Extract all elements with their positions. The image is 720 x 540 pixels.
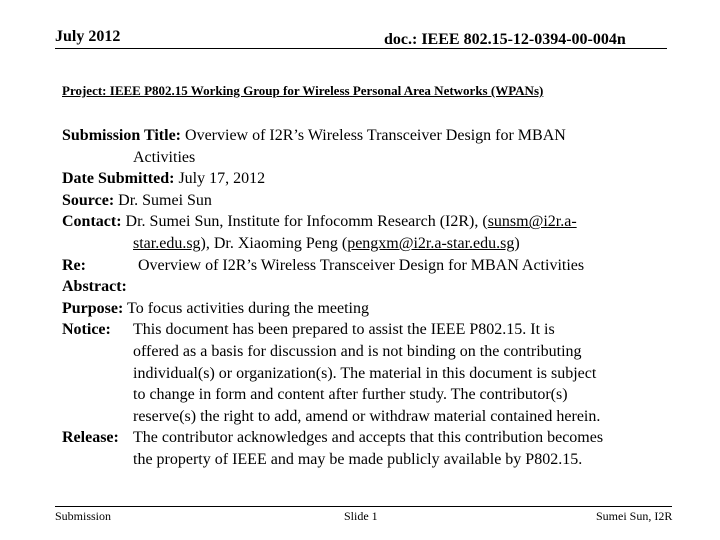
notice-line-3: individual(s) or organization(s). The material in this document is subject [133,364,597,382]
project-line: Project: IEEE P802.15 Working Group for Wireless Personal Area Networks (WPANs) [62,83,544,98]
contact-text-3: ) [514,234,520,252]
header-date: July 2012 [55,28,121,45]
purpose-label: Purpose: [62,299,124,317]
release-line-2: the property of IEEE and may be made publicly available by P802.15. [133,450,583,468]
contact-label: Contact: [62,213,122,231]
header-divider [55,48,667,49]
contact-email-link-1-cont[interactable]: star.edu.sg [133,234,201,252]
submission-title-value: Overview of I2R’s Wireless Transceiver Design for MBAN [185,127,566,144]
notice-line-1: This document has been prepared to assist the IEEE P802.15. It is [133,321,555,339]
purpose-value: To focus activities during the meeting [127,299,369,317]
submission-body [62,125,672,471]
header-doc-id: doc.: IEEE 802.15-12-0394-00-004n [384,31,626,48]
notice-label: Notice: [62,321,111,339]
submission-title-label: Submission Title: [62,127,182,144]
submission-title-row [62,125,672,147]
release-line-1: The contributor acknowledges and accepts that this contribution becomes [133,429,604,447]
contact-row-cont [62,233,672,255]
source-row [62,190,672,212]
release-row [62,427,672,449]
abstract-row [62,276,672,298]
notice-line-4: to change in form and content after further study. The contributor(s) [133,386,568,404]
notice-row [62,319,672,341]
contact-text-2: ), Dr. Xiaoming Peng ( [200,234,348,252]
footer-slide-number: Slide 1 [344,509,378,523]
notice-line-2: offered as a basis for discussion and is not binding on the contributing [133,342,582,360]
footer-author: Sumei Sun, I2R [596,509,673,523]
source-label: Source: [62,191,115,209]
re-row [62,255,672,277]
contact-row [62,211,672,233]
date-label: Date Submitted: [62,170,175,188]
abstract-label: Abstract: [62,278,127,296]
footer-divider [55,506,672,507]
submission-title-cont: Activities [133,148,196,166]
re-label: Re: [62,256,86,274]
contact-text-1: Dr. Sumei Sun, Institute for Infocomm Research (I2R), ( [125,213,488,231]
source-value: Dr. Sumei Sun [118,191,212,209]
date-row [62,168,672,190]
re-value: Overview of I2R’s Wireless Transceiver Design for MBAN Activities [138,256,585,274]
purpose-row [62,298,672,320]
contact-email-link-2[interactable]: pengxm@i2r.a-star.edu.sg [347,234,515,252]
footer-left: Submission [55,509,112,523]
release-label: Release: [62,429,119,447]
date-value: July 17, 2012 [178,170,266,188]
notice-line-5: reserve(s) the right to add, amend or withdraw material contained herein. [133,407,601,425]
contact-email-link-1[interactable]: sunsm@i2r.a- [487,213,577,231]
